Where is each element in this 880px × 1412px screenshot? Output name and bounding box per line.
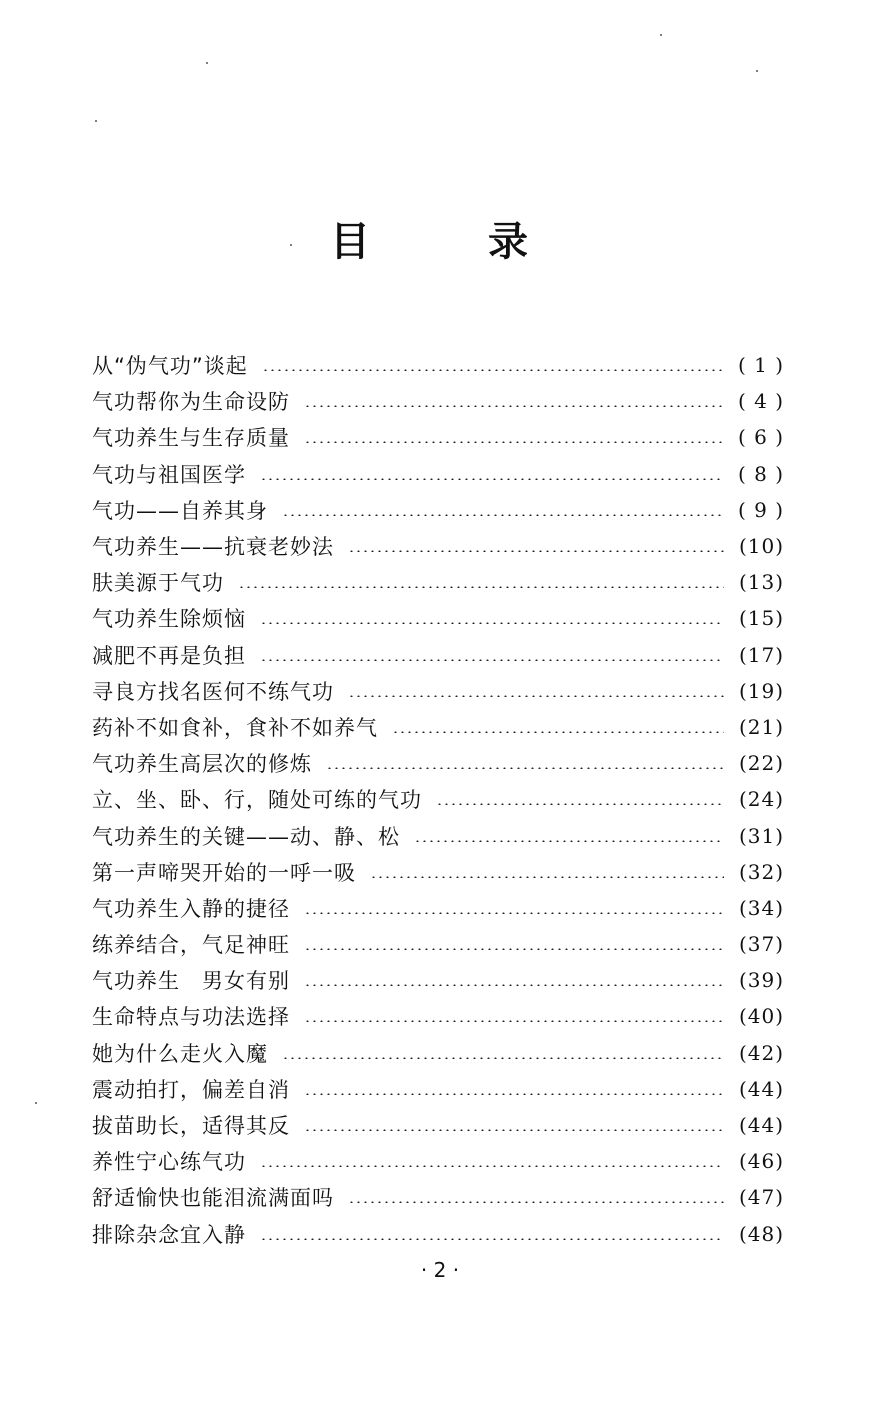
toc-entry	[92, 564, 784, 600]
toc-entry-title: 第一声啼哭开始的一呼一吸	[92, 860, 356, 885]
toc-entry-page: (34)	[738, 895, 784, 920]
toc-entry	[92, 781, 784, 817]
page-title	[0, 212, 880, 282]
dot-leader	[304, 1093, 724, 1095]
toc-entry	[92, 1216, 784, 1252]
toc-entry	[92, 926, 784, 962]
toc-entry-title: 气功——自养其身	[92, 498, 268, 523]
toc-entry	[92, 1179, 784, 1215]
dot-leader	[304, 405, 724, 407]
toc-entry-title: 减肥不再是负担	[92, 643, 246, 668]
scan-speck	[206, 62, 208, 64]
toc-entry-page: (48)	[738, 1221, 784, 1246]
toc-entry-page: (31)	[738, 823, 784, 848]
title-char: 录	[488, 218, 528, 265]
toc-entry	[92, 419, 784, 455]
toc-entry-page: ( 8 )	[737, 461, 784, 486]
toc-entry-page: (17)	[738, 642, 784, 667]
toc-entry	[92, 383, 784, 419]
dot-leader	[304, 912, 724, 914]
toc-entry-title: 气功养生的关键——动、静、松	[92, 824, 400, 849]
toc-entry-title: 气功养生高层次的修炼	[92, 752, 312, 777]
toc-entry-title: 震动拍打，偏差自消	[92, 1077, 290, 1102]
toc-entry-page: (40)	[738, 1004, 784, 1029]
dot-leader	[414, 840, 724, 842]
dot-leader	[304, 984, 724, 986]
toc-entry	[92, 528, 784, 564]
toc-entry-page: ( 6 )	[737, 425, 784, 450]
toc-entry-title: 气功养生与生存质量	[92, 426, 290, 451]
dot-leader	[436, 803, 724, 805]
toc-entry	[92, 600, 784, 636]
toc-entry-page: (47)	[738, 1185, 784, 1210]
dot-leader	[260, 1165, 724, 1167]
toc-entry	[92, 745, 784, 781]
toc-entry-title: 气功养生——抗衰老妙法	[92, 535, 334, 560]
toc-entry	[92, 673, 784, 709]
toc-entry	[92, 456, 784, 492]
toc-entry	[92, 998, 784, 1034]
dot-leader	[260, 1238, 724, 1240]
toc-entry	[92, 1071, 784, 1107]
toc-entry-title: 气功养生 男女有别	[92, 969, 290, 994]
toc-entry-title: 气功养生入静的捷径	[92, 896, 290, 921]
dot-leader	[304, 1020, 724, 1022]
toc-entry-title: 养性宁心练气功	[92, 1150, 246, 1175]
toc-entry-page: (15)	[738, 606, 784, 631]
toc-entry-title: 气功养生除烦恼	[92, 607, 246, 632]
toc-entry-title: 拔苗助长，适得其反	[92, 1114, 290, 1139]
toc-entry-page: (42)	[738, 1040, 784, 1065]
toc-entry-title: 生命特点与功法选择	[92, 1005, 290, 1030]
toc-entry-title: 舒适愉快也能泪流满面吗	[92, 1186, 334, 1211]
dot-leader	[370, 876, 724, 878]
toc-entry-page: (39)	[738, 968, 784, 993]
dot-leader	[282, 514, 724, 516]
dot-leader	[348, 1201, 724, 1203]
toc-entry-page: ( 1 )	[737, 353, 784, 378]
title-char: 目	[330, 218, 370, 265]
dot-leader	[348, 550, 724, 552]
toc-entry	[92, 1035, 784, 1071]
toc-entry-page: (10)	[738, 534, 784, 559]
dot-leader	[260, 478, 724, 480]
toc-entry-title: 气功帮你为生命设防	[92, 390, 290, 415]
dot-leader	[392, 731, 724, 733]
toc-entry-page: (46)	[738, 1149, 784, 1174]
toc-entry-title: 气功与祖国医学	[92, 462, 246, 487]
toc-entry-page: (13)	[738, 570, 784, 595]
dot-leader	[260, 622, 724, 624]
dot-leader	[260, 659, 724, 661]
dot-leader	[304, 948, 724, 950]
scan-speck	[35, 1102, 37, 1104]
toc-entry-title: 寻良方找名医何不练气功	[92, 679, 334, 704]
dot-leader	[304, 441, 724, 443]
toc-entry-title: 练养结合，气足神旺	[92, 933, 290, 958]
toc-entry-title: 药补不如食补，食补不如养气	[92, 715, 378, 740]
scan-speck	[756, 70, 758, 72]
dot-leader	[282, 1057, 724, 1059]
toc-entry	[92, 817, 784, 853]
dot-leader	[262, 369, 724, 371]
toc-entry	[92, 1107, 784, 1143]
dot-leader	[348, 695, 724, 697]
toc-entry-page: (37)	[738, 932, 784, 957]
toc-entry-page: (19)	[738, 678, 784, 703]
toc-entry-title: 她为什么走火入魔	[92, 1041, 268, 1066]
toc-entry-page: (21)	[738, 714, 784, 739]
scan-speck	[95, 120, 97, 122]
toc-entry	[92, 1143, 784, 1179]
toc-entry	[92, 637, 784, 673]
toc-entry	[92, 709, 784, 745]
toc-entry-page: ( 4 )	[737, 389, 784, 414]
toc-entry-page: (22)	[738, 751, 784, 776]
toc-entry	[92, 890, 784, 926]
toc-entry	[92, 854, 784, 890]
dot-leader	[326, 767, 724, 769]
toc-entry	[92, 962, 784, 998]
dot-leader	[238, 586, 724, 588]
toc-entry-page: (32)	[738, 859, 784, 884]
toc-entry-page: ( 9 )	[737, 497, 784, 522]
toc-entry	[92, 347, 784, 383]
toc-entry-title: 立、坐、卧、行，随处可练的气功	[92, 788, 422, 813]
toc-entry-title: 排除杂念宜入静	[92, 1222, 246, 1247]
dot-leader	[304, 1129, 724, 1131]
page-number: · 2 ·	[420, 1258, 460, 1282]
toc-entry-page: (44)	[738, 1076, 784, 1101]
toc-entry-title: 肤美源于气功	[92, 571, 224, 596]
toc-entry-page: (24)	[738, 787, 784, 812]
toc-entry-title: 从“伪气功”谈起	[92, 354, 248, 379]
table-of-contents	[92, 347, 784, 1252]
scan-speck	[660, 34, 662, 36]
toc-entry	[92, 492, 784, 528]
toc-entry-page: (44)	[738, 1113, 784, 1138]
